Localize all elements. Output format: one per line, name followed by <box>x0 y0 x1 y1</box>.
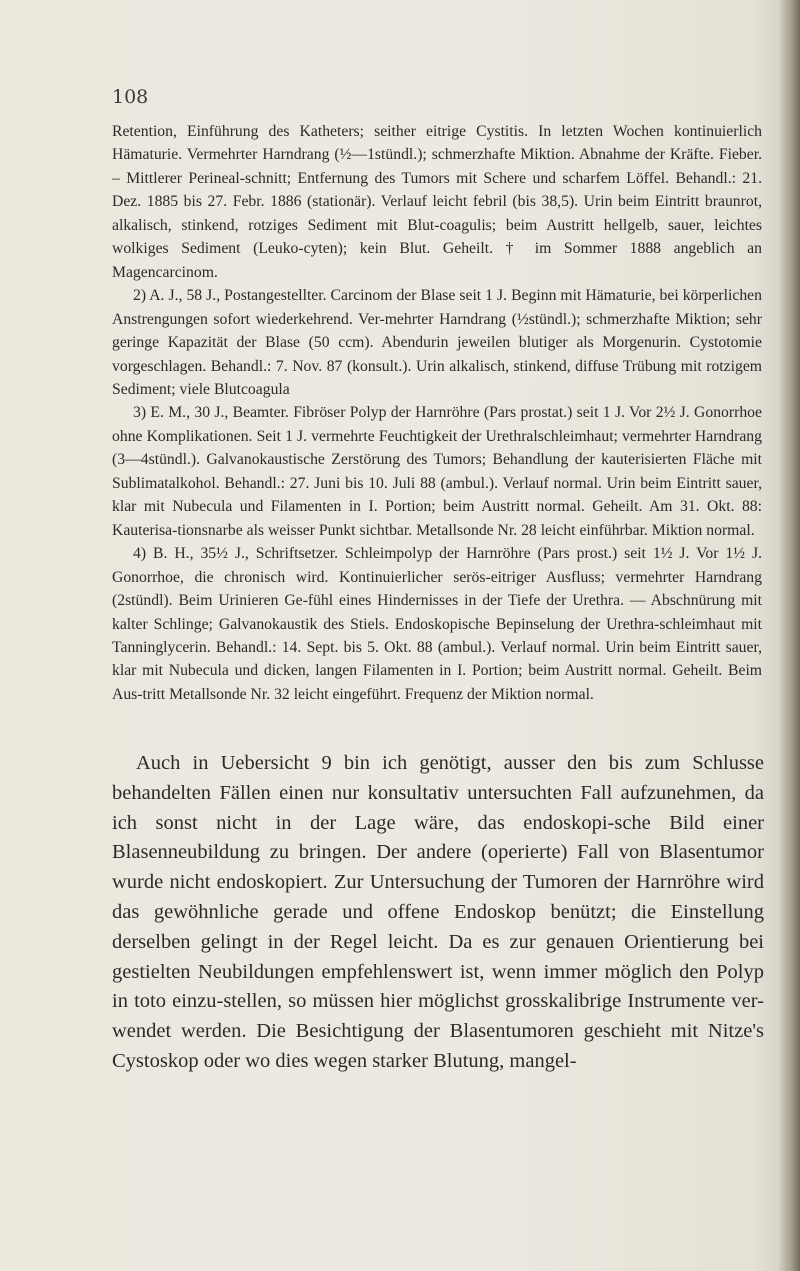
page-edge-shadow <box>778 0 800 1271</box>
case-entry-4: 4) B. H., 35½ J., Schriftsetzer. Schleimpolyp der Harnröhre (Pars prost.) seit 1½ J. Vor 1½ J. Gonorrhoe, die chronisch wird. Kontinuierlicher serös-eitriger Ausfluss; vermehrter Harndrang (2stündl). Beim Urinieren Ge-fühl eines Hindernisses in der Tiefe der Urethra. — Abschnürung mit kalter Schlinge; Galvanokaustik des Stiels. Endoskopische Bepinselung der Urethra-schleimhaut mit Tanninglycerin. Behandl.: 14. Sept. bis 5. Okt. 88 (ambul.). Verlauf normal. Urin beim Eintritt sauer, klar mit Nubecula und dicken, langen Filamenten in I. Portion; beim Austritt normal. Geheilt. Beim Aus-tritt Metallsonde Nr. 32 leicht eingeführt. Frequenz der Miktion normal. <box>112 545 762 703</box>
body-text <box>112 749 764 1077</box>
case-entry-3: 3) E. M., 30 J., Beamter. Fibröser Polyp der Harnröhre (Pars prostat.) seit 1 J. Vor 2½ J. Gonorrhoe ohne Komplikationen. Seit 1 J. vermehrte Feuchtigkeit der Urethralschleimhaut; vermehrter Harndrang (3—4stündl.). Galvanokaustische Zerstörung des Tumors; Behandlung der kauterisierten Fläche mit Sublimatalkohol. Behandl.: 27. Juni bis 10. Juli 88 (ambul.). Verlauf normal. Urin beim Eintritt sauer, klar mit Nubecula und Filamenten in I. Portion; beim Austritt normal. Geheilt. Am 31. Okt. 88: Kauterisa-tionsnarbe als weisser Punkt sichtbar. Metallsonde Nr. 28 leicht einführbar. Miktion normal. <box>112 404 762 539</box>
case-reports <box>112 120 762 706</box>
body-paragraph: Auch in Uebersicht 9 bin ich genötigt, ausser den bis zum Schlusse behandelten Fällen einen nur konsultativ untersuchten Fall aufzunehmen, da ich sonst nicht in der Lage wäre, das endoskopi-sche Bild einer Blasenneubildung zu bringen. Der andere (operierte) Fall von Blasentumor wurde nicht endoskopiert. Zur Untersuchung der Tumoren der Harnröhre wird das gewöhnliche gerade und offene Endoskop benützt; die Einstellung derselben gelingt in der Regel leicht. Da es zur genauen Orientierung bei gestielten Neubildungen empfehlenswert ist, wenn immer möglich den Polyp in toto einzu-stellen, so müssen hier möglichst grosskalibrige Instrumente ver-wendet werden. Die Besichtigung der Blasentumoren geschieht mit Nitze's Cystoskop oder wo dies wegen starker Blutung, mangel- <box>112 752 764 1072</box>
page-number: 108 <box>112 86 149 108</box>
case-entry-2: 2) A. J., 58 J., Postangestellter. Carcinom der Blase seit 1 J. Beginn mit Hämaturie, bei körperlichen Anstrengungen sofort wiederkehrend. Ver-mehrter Harndrang (½stündl.); schmerzhafte Miktion; sehr geringe Kapazität der Blase (50 ccm). Abendurin jeweilen blutiger als Morgenurin. Cystotomie vorgeschlagen. Behandl.: 7. Nov. 87 (konsult.). Urin alkalisch, stinkend, diffuse Trübung mit rotzigem Sediment; viele Blutcoagula <box>112 287 762 398</box>
case-continuation: Retention, Einführung des Katheters; seither eitrige Cystitis. In letzten Wochen kontinuierlich Hämaturie. Vermehrter Harndrang (½—1stündl.); schmerzhafte Miktion. Abnahme der Kräfte. Fieber. – Mittlerer Perineal-schnitt; Entfernung des Tumors mit Schere und scharfem Löffel. Behandl.: 21. Dez. 1885 bis 27. Febr. 1886 (stationär). Verlauf leicht febril (bis 38,5). Urin beim Eintritt braunrot, alkalisch, stinkend, rotziges Sediment mit Blut-coagulis; beim Austritt hellgelb, sauer, leichtes wolkiges Sediment (Leuko-cyten); kein Blut. Geheilt. † im Sommer 1888 angeblich an Magencarcinom. <box>112 123 762 281</box>
